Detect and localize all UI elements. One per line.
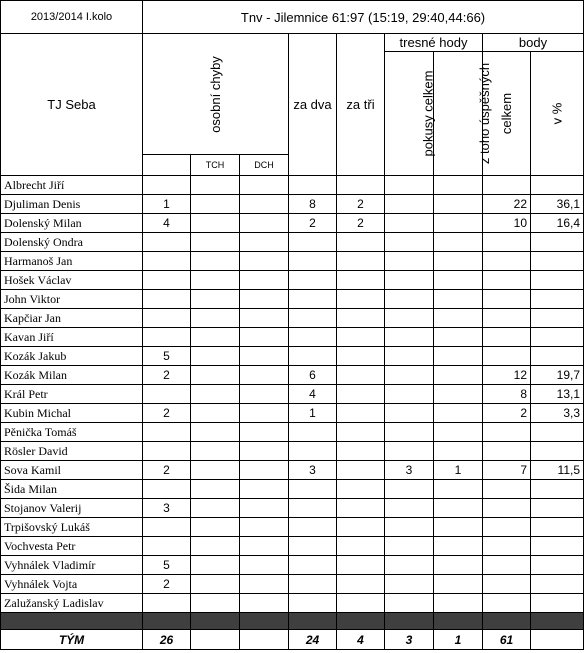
fouls-cell: 4 xyxy=(143,214,191,233)
points-total-cell xyxy=(483,537,531,556)
fouls-cell xyxy=(143,423,191,442)
player-name: Hošek Václav xyxy=(1,271,143,290)
points-pct-cell xyxy=(531,290,584,309)
ftm-cell xyxy=(434,233,483,252)
player-name: Vochvesta Petr xyxy=(1,537,143,556)
two-pointers-cell: 2 xyxy=(289,214,337,233)
points-pct-cell xyxy=(531,594,584,613)
two-pointers-cell xyxy=(289,328,337,347)
three-pointers-cell xyxy=(337,385,385,404)
three-pointers-cell xyxy=(337,461,385,480)
fta-cell xyxy=(385,423,434,442)
fta-cell: 3 xyxy=(385,461,434,480)
points-pct-cell xyxy=(531,499,584,518)
fouls-header: osobní chyby xyxy=(143,34,289,155)
ftm-cell xyxy=(434,556,483,575)
fouls-cell xyxy=(143,233,191,252)
points-pct-cell xyxy=(531,233,584,252)
points-total-cell: 10 xyxy=(483,214,531,233)
table-row xyxy=(1,537,584,556)
fouls-cell xyxy=(143,480,191,499)
ftm-cell xyxy=(434,214,483,233)
table-row xyxy=(1,518,584,537)
tch-cell xyxy=(191,442,240,461)
three-pointers-cell: 2 xyxy=(337,195,385,214)
player-name: Djuliman Denis xyxy=(1,195,143,214)
tch-cell xyxy=(191,575,240,594)
table-row xyxy=(1,556,584,575)
separator-cell xyxy=(1,613,143,630)
points-pct-cell xyxy=(531,442,584,461)
fta-cell xyxy=(385,499,434,518)
table-row xyxy=(1,233,584,252)
fouls-cell: 2 xyxy=(143,461,191,480)
player-name: Trpišovský Lukáš xyxy=(1,518,143,537)
fouls-sub-blank xyxy=(143,155,191,176)
ftm-cell xyxy=(434,423,483,442)
three-pointers-cell xyxy=(337,290,385,309)
fta-cell xyxy=(385,328,434,347)
fouls-cell: 5 xyxy=(143,556,191,575)
ftm-cell xyxy=(434,366,483,385)
player-name: Pěnička Tomáš xyxy=(1,423,143,442)
player-name: Šida Milan xyxy=(1,480,143,499)
table-row xyxy=(1,385,584,404)
fouls-cell xyxy=(143,290,191,309)
two-pointers-cell xyxy=(289,499,337,518)
ftm-cell xyxy=(434,442,483,461)
fta-cell xyxy=(385,480,434,499)
points-pct-cell: 11,5 xyxy=(531,461,584,480)
dch-cell xyxy=(240,594,289,613)
ftm-cell xyxy=(434,252,483,271)
points-total-cell xyxy=(483,423,531,442)
fta-cell xyxy=(385,252,434,271)
player-name: Dolenský Milan xyxy=(1,214,143,233)
tch-cell xyxy=(191,594,240,613)
points-total-cell xyxy=(483,290,531,309)
points-total-cell xyxy=(483,176,531,195)
team-fta-cell: 3 xyxy=(385,630,434,650)
fouls-cell xyxy=(143,537,191,556)
two-pointers-cell xyxy=(289,442,337,461)
dch-cell xyxy=(240,328,289,347)
dch-cell xyxy=(240,404,289,423)
points-total-cell xyxy=(483,518,531,537)
table-row xyxy=(1,480,584,499)
points-total-cell xyxy=(483,271,531,290)
three-pointers-cell xyxy=(337,575,385,594)
three-pointers-cell xyxy=(337,366,385,385)
dch-cell xyxy=(240,290,289,309)
ftm-cell xyxy=(434,499,483,518)
ftm-cell xyxy=(434,347,483,366)
two-pointers-cell xyxy=(289,290,337,309)
two-pointers-cell xyxy=(289,271,337,290)
player-name: Vyhnálek Vladimír xyxy=(1,556,143,575)
ftm-cell xyxy=(434,480,483,499)
dch-cell xyxy=(240,556,289,575)
table-row xyxy=(1,347,584,366)
three-pointers-cell xyxy=(337,176,385,195)
fouls-cell xyxy=(143,594,191,613)
table-row xyxy=(1,290,584,309)
table-row xyxy=(1,271,584,290)
points-pct-cell xyxy=(531,271,584,290)
fta-cell xyxy=(385,309,434,328)
fouls-cell: 2 xyxy=(143,404,191,423)
table-row xyxy=(1,575,584,594)
fta-cell xyxy=(385,575,434,594)
dch-cell xyxy=(240,176,289,195)
team-ftm-cell: 1 xyxy=(434,630,483,650)
points-pct-cell xyxy=(531,423,584,442)
tch-cell xyxy=(191,176,240,195)
separator-cell xyxy=(483,613,531,630)
three-pointers-cell xyxy=(337,499,385,518)
two-pointers-cell xyxy=(289,347,337,366)
player-name: Rösler David xyxy=(1,442,143,461)
dch-cell xyxy=(240,499,289,518)
ftm-cell xyxy=(434,195,483,214)
dch-cell xyxy=(240,423,289,442)
two-pointers-cell: 8 xyxy=(289,195,337,214)
separator-cell xyxy=(191,613,240,630)
points-pct-cell xyxy=(531,537,584,556)
fouls-cell xyxy=(143,328,191,347)
points-pct-cell xyxy=(531,309,584,328)
player-name: Kozák Jakub xyxy=(1,347,143,366)
three-pointers-cell xyxy=(337,404,385,423)
tch-cell xyxy=(191,404,240,423)
dch-cell xyxy=(240,537,289,556)
tch-cell xyxy=(191,499,240,518)
two-pointers-cell xyxy=(289,309,337,328)
player-name: Kozák Milan xyxy=(1,366,143,385)
two-pointers-cell xyxy=(289,556,337,575)
fouls-cell: 2 xyxy=(143,366,191,385)
points-total-cell xyxy=(483,442,531,461)
fta-cell xyxy=(385,594,434,613)
three-pointers-cell xyxy=(337,309,385,328)
team-two-pointers-cell: 24 xyxy=(289,630,337,650)
table-row xyxy=(1,214,584,233)
points-pct-cell xyxy=(531,252,584,271)
fta-cell xyxy=(385,518,434,537)
ftm-cell xyxy=(434,404,483,423)
points-pct-cell xyxy=(531,518,584,537)
dch-cell xyxy=(240,518,289,537)
fta-cell xyxy=(385,442,434,461)
ftm-cell xyxy=(434,537,483,556)
team-name: TJ Seba xyxy=(1,34,143,176)
fouls-cell xyxy=(143,385,191,404)
tch-cell xyxy=(191,309,240,328)
team-tch-cell xyxy=(191,630,240,650)
player-name: John Viktor xyxy=(1,290,143,309)
two-pointers-cell: 6 xyxy=(289,366,337,385)
tch-cell xyxy=(191,233,240,252)
table-row xyxy=(1,176,584,195)
fta-cell xyxy=(385,347,434,366)
player-name: Vyhnálek Vojta xyxy=(1,575,143,594)
points-total-cell xyxy=(483,252,531,271)
player-name: Sova Kamil xyxy=(1,461,143,480)
player-name: Albrecht Jiří xyxy=(1,176,143,195)
two-pointers-cell xyxy=(289,575,337,594)
fouls-cell: 1 xyxy=(143,195,191,214)
table-row xyxy=(1,442,584,461)
dch-cell xyxy=(240,442,289,461)
ftm-cell xyxy=(434,594,483,613)
fta-cell xyxy=(385,214,434,233)
player-name: Dolenský Ondra xyxy=(1,233,143,252)
table-row xyxy=(1,594,584,613)
points-total-cell xyxy=(483,233,531,252)
ftm-cell xyxy=(434,176,483,195)
tch-cell xyxy=(191,385,240,404)
free-throws-header: tresné hody xyxy=(385,34,483,52)
two-pointers-cell xyxy=(289,537,337,556)
fta-cell xyxy=(385,537,434,556)
tch-header: TCH xyxy=(191,155,240,176)
team-points-total-cell: 61 xyxy=(483,630,531,650)
three-pointers-cell xyxy=(337,271,385,290)
points-total-cell: 2 xyxy=(483,404,531,423)
three-pointers-header: za tři xyxy=(337,34,385,176)
player-name: Kavan Jiří xyxy=(1,328,143,347)
three-pointers-cell xyxy=(337,480,385,499)
three-pointers-cell xyxy=(337,328,385,347)
points-total-cell: 12 xyxy=(483,366,531,385)
tch-cell xyxy=(191,366,240,385)
table-row xyxy=(1,404,584,423)
tch-cell xyxy=(191,423,240,442)
points-total-cell xyxy=(483,328,531,347)
two-pointers-cell: 4 xyxy=(289,385,337,404)
points-pct-cell xyxy=(531,347,584,366)
fouls-cell xyxy=(143,271,191,290)
three-pointers-cell xyxy=(337,252,385,271)
team-total-label: TÝM xyxy=(1,630,143,650)
two-pointers-header: za dva xyxy=(289,34,337,176)
tch-cell xyxy=(191,214,240,233)
ftm-cell xyxy=(434,271,483,290)
ftm-header: z toho úspěšných xyxy=(434,52,483,176)
points-total-cell xyxy=(483,347,531,366)
ftm-cell xyxy=(434,309,483,328)
points-pct-cell: 3,3 xyxy=(531,404,584,423)
table-row xyxy=(1,195,584,214)
points-pct-cell xyxy=(531,176,584,195)
dch-cell xyxy=(240,385,289,404)
fta-cell xyxy=(385,290,434,309)
three-pointers-cell xyxy=(337,347,385,366)
player-name: Král Petr xyxy=(1,385,143,404)
points-pct-cell: 16,4 xyxy=(531,214,584,233)
points-header: body xyxy=(483,34,584,52)
table-row xyxy=(1,309,584,328)
three-pointers-cell xyxy=(337,423,385,442)
dch-cell xyxy=(240,575,289,594)
fta-cell xyxy=(385,195,434,214)
player-name: Stojanov Valerij xyxy=(1,499,143,518)
player-name: Harmanoš Jan xyxy=(1,252,143,271)
points-total-cell xyxy=(483,594,531,613)
separator-cell xyxy=(385,613,434,630)
points-pct-cell xyxy=(531,575,584,594)
ftm-cell xyxy=(434,575,483,594)
three-pointers-cell xyxy=(337,594,385,613)
points-total-cell xyxy=(483,480,531,499)
tch-cell xyxy=(191,195,240,214)
points-pct-cell: 13,1 xyxy=(531,385,584,404)
tch-cell xyxy=(191,347,240,366)
fouls-cell: 5 xyxy=(143,347,191,366)
points-pct-cell: 19,7 xyxy=(531,366,584,385)
fouls-cell xyxy=(143,442,191,461)
fta-cell xyxy=(385,385,434,404)
dch-cell xyxy=(240,366,289,385)
dch-header: DCH xyxy=(240,155,289,176)
dch-cell xyxy=(240,461,289,480)
tch-cell xyxy=(191,290,240,309)
points-total-cell: 22 xyxy=(483,195,531,214)
player-name: Kubin Michal xyxy=(1,404,143,423)
tch-cell xyxy=(191,518,240,537)
points-pct-cell xyxy=(531,328,584,347)
fta-cell xyxy=(385,404,434,423)
points-total-cell xyxy=(483,309,531,328)
two-pointers-cell xyxy=(289,176,337,195)
fouls-cell xyxy=(143,309,191,328)
separator-cell xyxy=(337,613,385,630)
tch-cell xyxy=(191,328,240,347)
two-pointers-cell xyxy=(289,594,337,613)
separator-cell xyxy=(531,613,584,630)
fouls-cell xyxy=(143,176,191,195)
ftm-cell: 1 xyxy=(434,461,483,480)
points-pct-cell xyxy=(531,556,584,575)
dch-cell xyxy=(240,271,289,290)
three-pointers-cell xyxy=(337,537,385,556)
table-row xyxy=(1,328,584,347)
points-total-cell xyxy=(483,575,531,594)
two-pointers-cell xyxy=(289,423,337,442)
two-pointers-cell xyxy=(289,480,337,499)
fta-cell xyxy=(385,271,434,290)
dch-cell xyxy=(240,309,289,328)
table-row xyxy=(1,423,584,442)
points-total-cell: 8 xyxy=(483,385,531,404)
fouls-cell: 2 xyxy=(143,575,191,594)
ftm-cell xyxy=(434,328,483,347)
table-row xyxy=(1,499,584,518)
tch-cell xyxy=(191,480,240,499)
fouls-cell: 3 xyxy=(143,499,191,518)
tch-cell xyxy=(191,537,240,556)
three-pointers-cell: 2 xyxy=(337,214,385,233)
tch-cell xyxy=(191,271,240,290)
points-total-cell xyxy=(483,499,531,518)
ftm-cell xyxy=(434,518,483,537)
separator-cell xyxy=(143,613,191,630)
team-points-pct-cell xyxy=(531,630,584,650)
separator-row xyxy=(1,613,584,630)
tch-cell xyxy=(191,252,240,271)
fta-cell xyxy=(385,556,434,575)
separator-cell xyxy=(289,613,337,630)
dch-cell xyxy=(240,233,289,252)
two-pointers-cell xyxy=(289,233,337,252)
dch-cell xyxy=(240,480,289,499)
table-row xyxy=(1,366,584,385)
separator-cell xyxy=(434,613,483,630)
three-pointers-cell xyxy=(337,233,385,252)
fta-cell xyxy=(385,176,434,195)
points-pct-cell: 36,1 xyxy=(531,195,584,214)
dch-cell xyxy=(240,195,289,214)
dch-cell xyxy=(240,252,289,271)
two-pointers-cell xyxy=(289,518,337,537)
two-pointers-cell: 3 xyxy=(289,461,337,480)
fouls-cell xyxy=(143,518,191,537)
fta-header: pokusy celkem xyxy=(385,52,434,176)
table-row xyxy=(1,252,584,271)
fta-cell xyxy=(385,366,434,385)
three-pointers-cell xyxy=(337,518,385,537)
tch-cell xyxy=(191,461,240,480)
fta-cell xyxy=(385,233,434,252)
ftm-cell xyxy=(434,385,483,404)
three-pointers-cell xyxy=(337,556,385,575)
ftm-cell xyxy=(434,290,483,309)
points-total-cell: 7 xyxy=(483,461,531,480)
fouls-cell xyxy=(143,252,191,271)
tch-cell xyxy=(191,556,240,575)
player-name: Zalužanský Ladislav xyxy=(1,594,143,613)
three-pointers-cell xyxy=(337,442,385,461)
dch-cell xyxy=(240,214,289,233)
team-three-pointers-cell: 4 xyxy=(337,630,385,650)
team-fouls-cell: 26 xyxy=(143,630,191,650)
season-label: 2013/2014 I.kolo xyxy=(1,1,143,34)
two-pointers-cell: 1 xyxy=(289,404,337,423)
table-row xyxy=(1,461,584,480)
points-pct-header: v % xyxy=(531,52,584,176)
team-total-row xyxy=(1,630,584,650)
points-total-header: celkem xyxy=(483,52,531,176)
two-pointers-cell xyxy=(289,252,337,271)
separator-cell xyxy=(240,613,289,630)
points-pct-cell xyxy=(531,480,584,499)
dch-cell xyxy=(240,347,289,366)
player-name: Kapčiar Jan xyxy=(1,309,143,328)
match-result: Tnv - Jilemnice 61:97 (15:19, 29:40,44:66) xyxy=(143,1,584,34)
points-total-cell xyxy=(483,556,531,575)
team-dch-cell xyxy=(240,630,289,650)
